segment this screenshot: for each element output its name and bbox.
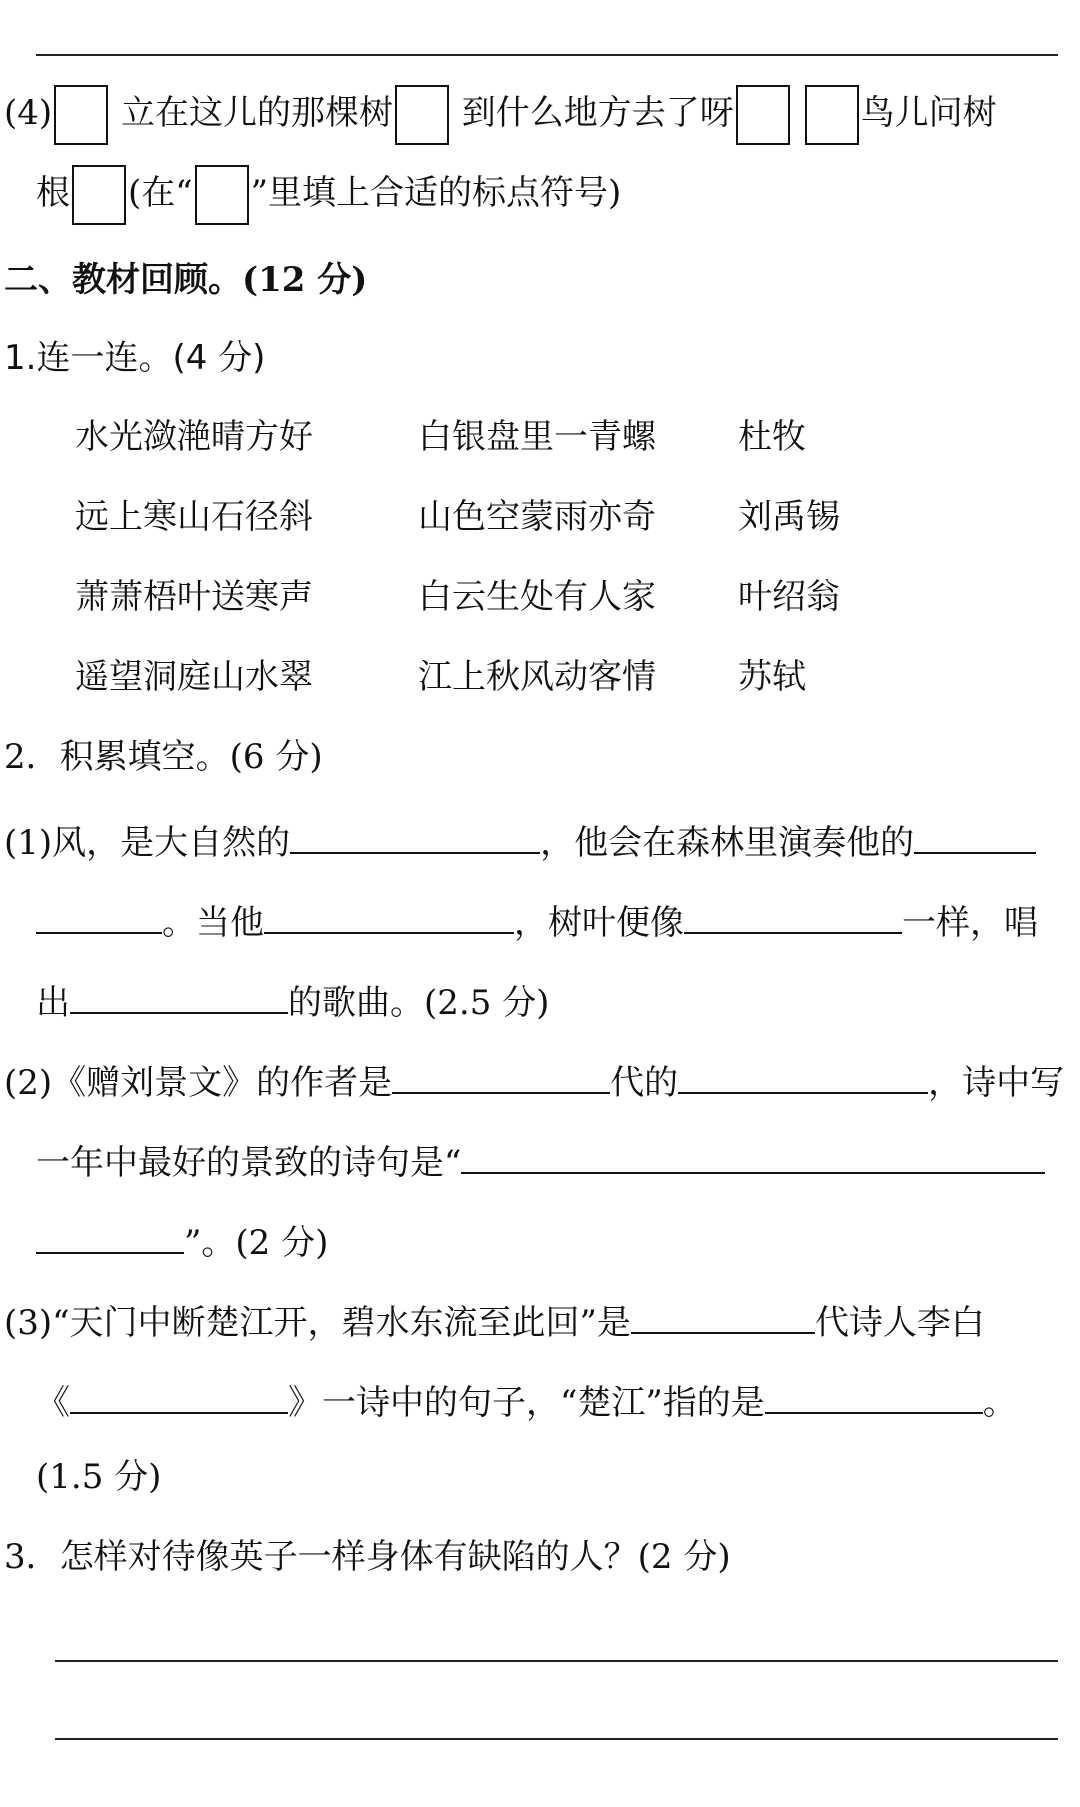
fill-q2-d: 一年中最好的景致的诗句是“ [36, 1143, 462, 1183]
section2-title: 二、教材回顾。(12 分) [4, 260, 368, 300]
fill-q1-d: ，树叶便像 [514, 903, 684, 943]
fill-q3-b: 代诗人李白 [814, 1303, 985, 1343]
q4-cont: 根 [36, 173, 70, 213]
match-col3-item-3[interactable]: 叶绍翁 [738, 577, 840, 617]
fill-q1-blank-5[interactable] [70, 972, 288, 1014]
answer-line-1[interactable] [55, 1660, 1058, 1662]
q4-line1 [4, 85, 997, 145]
fill-q2-line2 [36, 1132, 1045, 1188]
fill-title: 2．积累填空。(6 分) [4, 737, 323, 777]
match-col1-item-1[interactable]: 水光潋滟晴方好 [75, 417, 313, 457]
punct-box-5[interactable] [72, 165, 126, 225]
answer-line-2[interactable] [55, 1738, 1058, 1740]
match-col2-item-2[interactable]: 山色空蒙雨亦奇 [418, 497, 656, 537]
punct-box-1[interactable] [54, 85, 108, 145]
fill-q3-line3: (1.5 分) [36, 1457, 162, 1497]
q4-part3: 鸟儿问树 [860, 93, 997, 133]
fill-q1-f: 出 [36, 983, 70, 1023]
fill-q2-blank-3b[interactable] [36, 1212, 184, 1254]
fill-q1-b: ，他会在森林里演奏他的 [540, 823, 915, 863]
fill-q2-a: (2)《赠刘景文》的作者是 [4, 1063, 393, 1103]
match-col3-item-2[interactable]: 刘禹锡 [738, 497, 840, 537]
q4-inst-q-close: ” [250, 173, 269, 213]
q4-line2 [36, 165, 621, 225]
fill-q3-blank-3[interactable] [765, 1372, 983, 1414]
fill-q2-blank-1[interactable] [392, 1052, 610, 1094]
fill-q1-blank-1[interactable] [290, 812, 540, 854]
fill-q3-d: 》一诗中的句子，“楚江”指的是 [288, 1383, 765, 1423]
fill-q3-blank-1[interactable] [631, 1292, 815, 1334]
match-col3-item-4[interactable]: 苏轼 [738, 657, 806, 697]
fill-q3-line1 [4, 1292, 985, 1348]
q4-part2: 到什么地方去了呀 [461, 93, 734, 133]
fill-q3-blank-2[interactable] [70, 1372, 288, 1414]
punct-box-3[interactable] [736, 85, 790, 145]
fill-q1-e: 一样，唱 [902, 903, 1038, 943]
fill-q1-line1 [4, 812, 1036, 868]
top-divider-line [36, 54, 1058, 56]
q4-inst-q-open: “ [175, 173, 193, 213]
match-col2-item-1[interactable]: 白银盘里一青螺 [418, 417, 656, 457]
match-col2-item-3[interactable]: 白云生处有人家 [418, 577, 656, 617]
punct-box-2[interactable] [395, 85, 449, 145]
fill-q2-blank-2[interactable] [678, 1052, 928, 1094]
fill-q2-b: 代的 [610, 1063, 679, 1103]
fill-q1-g: 的歌曲。(2.5 分) [288, 983, 550, 1023]
q4-inst-open: (在 [128, 173, 176, 213]
q3-title: 3．怎样对待像英子一样身体有缺陷的人？(2 分) [4, 1537, 731, 1577]
q4-prefix: (4) [4, 93, 53, 133]
fill-q1-blank-2b[interactable] [36, 892, 162, 934]
fill-q1-blank-2a[interactable] [914, 812, 1036, 854]
fill-q3-c: 《 [36, 1383, 70, 1423]
punct-box-4[interactable] [805, 85, 859, 145]
fill-q1-blank-4[interactable] [684, 892, 902, 934]
fill-q2-e: ”。(2 分) [184, 1223, 329, 1263]
match-col3-item-1[interactable]: 杜牧 [738, 417, 806, 457]
match-col1-item-2[interactable]: 远上寒山石径斜 [75, 497, 313, 537]
match-col1-item-4[interactable]: 遥望洞庭山水翠 [75, 657, 313, 697]
fill-q1-line2 [36, 892, 1038, 948]
fill-q2-c: ，诗中写 [928, 1063, 1065, 1103]
fill-q2-line3 [36, 1212, 328, 1268]
fill-q1-c: 。当他 [162, 903, 264, 943]
fill-q1-a: (1)风，是大自然的 [4, 823, 291, 863]
match-col1-item-3[interactable]: 萧萧梧叶送寒声 [75, 577, 313, 617]
match-col2-item-4[interactable]: 江上秋风动客情 [418, 657, 656, 697]
fill-q2-line1 [4, 1052, 1064, 1108]
fill-q2-blank-3a[interactable] [461, 1132, 1045, 1174]
fill-q3-line2 [36, 1372, 1017, 1428]
fill-q3-a: (3)“天门中断楚江开，碧水东流至此回”是 [4, 1303, 631, 1343]
fill-q1-line3 [36, 972, 549, 1028]
q4-part1: 立在这儿的那棵树 [120, 93, 393, 133]
q4-inst-rest: 里填上合适的标点符号) [268, 173, 622, 213]
punct-box-example [195, 165, 249, 225]
match-title: 1.连一连。(4 分) [4, 338, 266, 378]
fill-q1-blank-3[interactable] [264, 892, 514, 934]
fill-q3-e: 。 [982, 1383, 1017, 1423]
